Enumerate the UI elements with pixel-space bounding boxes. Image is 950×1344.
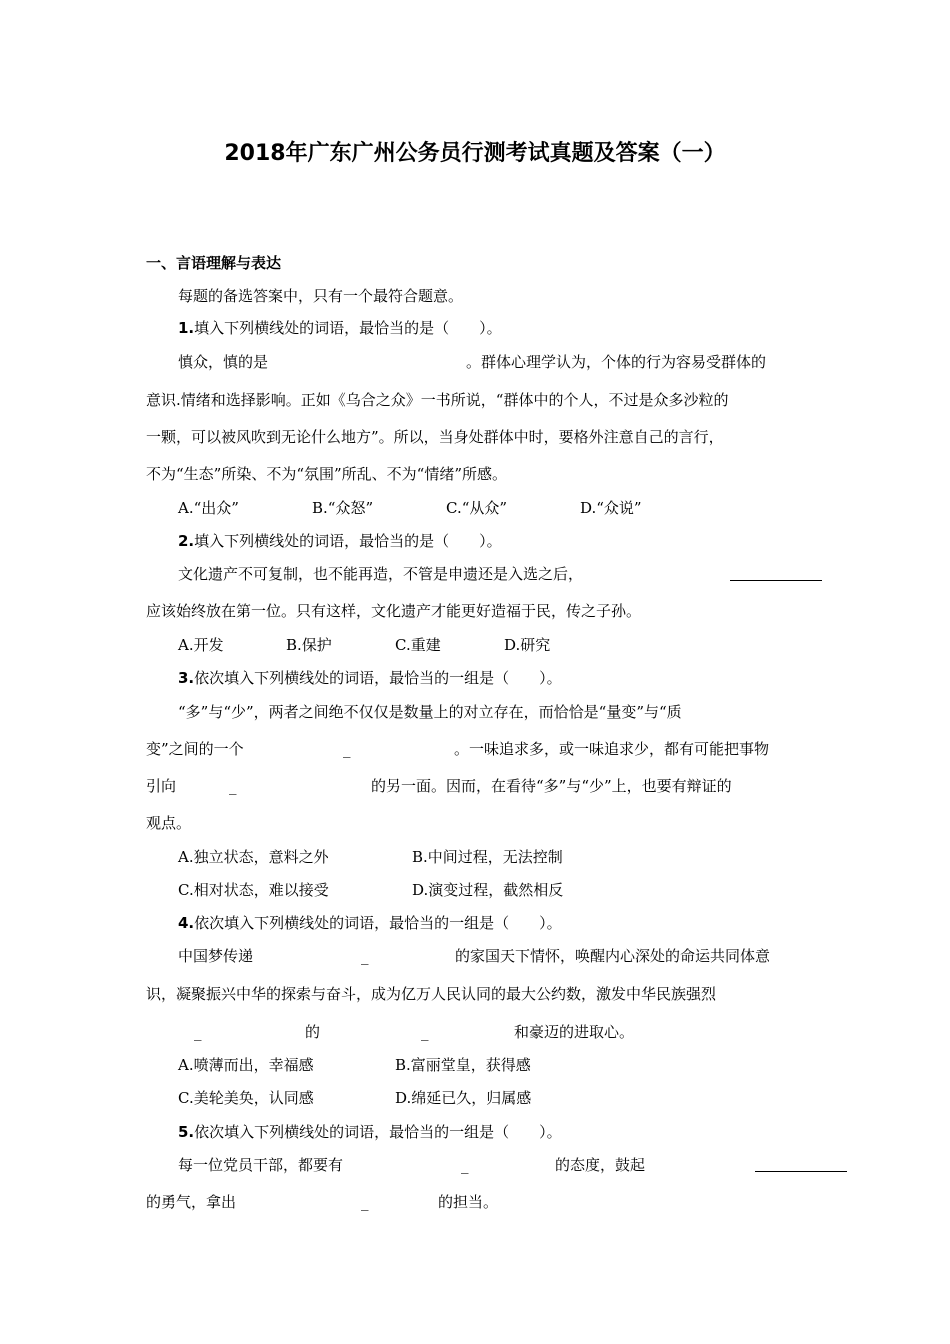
q2-option-a: A.开发 bbox=[178, 636, 224, 654]
q4-option-d: D.绵延已久，归属感 bbox=[395, 1089, 532, 1107]
question-number: 5. bbox=[178, 1123, 195, 1141]
q5-line-2a: 的勇气，拿出 bbox=[146, 1193, 237, 1211]
q3-line-2b: 。一味追求多，或一味追求少，都有可能把事物 bbox=[454, 740, 770, 758]
section-intro: 每题的备选答案中，只有一个最符合题意。 bbox=[178, 287, 464, 305]
question-1-stem bbox=[178, 318, 502, 338]
q4-blank-3: _ bbox=[421, 1023, 429, 1041]
q2-option-d: D.研究 bbox=[504, 636, 551, 654]
q3-line-3a: 引向 bbox=[146, 777, 177, 795]
q1-line-1b: 。群体心理学认为，个体的行为容易受群体的 bbox=[466, 353, 767, 371]
q4-option-b: B.富丽堂皇，获得感 bbox=[395, 1056, 531, 1074]
question-text: 依次填入下列横线处的词语，最恰当的一组是（ ）。 bbox=[194, 1123, 562, 1141]
q4-line-1b: 的家国天下情怀，唤醒内心深处的命运共同体意 bbox=[455, 947, 771, 965]
question-3-stem bbox=[178, 668, 562, 688]
q1-line-3: 一颗，可以被风吹到无论什么地方”。所以，当身处群体中时，要格外注意自己的言行， bbox=[146, 428, 724, 446]
question-2-stem bbox=[178, 531, 502, 551]
q1-line-1a: 慎众，慎的是 bbox=[178, 353, 269, 371]
q4-line-1a: 中国梦传递 bbox=[178, 947, 254, 965]
question-text: 填入下列横线处的词语，最恰当的是（ ）。 bbox=[194, 319, 502, 337]
question-text: 填入下列横线处的词语，最恰当的是（ ）。 bbox=[194, 532, 502, 550]
q2-option-c: C.重建 bbox=[395, 636, 441, 654]
q2-line-1: 文化遗产不可复制，也不能再造，不管是申遗还是入选之后， bbox=[178, 565, 584, 583]
q1-line-4: 不为“生态”所染、不为“氛围”所乱、不为“情绪”所感。 bbox=[146, 465, 508, 483]
question-5-stem bbox=[178, 1122, 562, 1142]
q5-blank-2: _ bbox=[361, 1193, 369, 1211]
q4-blank-2: _ bbox=[194, 1023, 202, 1041]
answer-blank-line bbox=[730, 580, 822, 581]
q3-blank-2: _ bbox=[229, 777, 237, 795]
q3-line-3b: 的另一面。因而，在看待“多”与“少”上，也要有辩证的 bbox=[371, 777, 732, 795]
q3-line-2a: 变”之间的一个 bbox=[146, 740, 244, 758]
question-text: 依次填入下列横线处的词语，最恰当的一组是（ ）。 bbox=[194, 669, 562, 687]
question-text: 依次填入下列横线处的词语，最恰当的一组是（ ）。 bbox=[194, 914, 562, 932]
question-number: 4. bbox=[178, 914, 195, 932]
document-title: 2018年广东广州公务员行测考试真题及答案（一） bbox=[224, 141, 726, 166]
q5-blank-1: _ bbox=[461, 1156, 469, 1174]
q5-line-1a: 每一位党员干部，都要有 bbox=[178, 1156, 344, 1174]
question-number: 1. bbox=[178, 319, 195, 337]
q1-option-a: A.“出众” bbox=[178, 499, 239, 517]
q4-line-2: 识，凝聚振兴中华的探索与奋斗，成为亿万人民认同的最大公约数，激发中华民族强烈 bbox=[146, 985, 717, 1003]
q2-option-b: B.保护 bbox=[286, 636, 332, 654]
question-4-stem bbox=[178, 913, 562, 933]
q4-line-3a: 的 bbox=[305, 1023, 321, 1041]
q1-option-d: D.“众说” bbox=[580, 499, 642, 517]
q1-line-2: 意识.情绪和选择影响。正如《乌合之众》一书所说，“群体中的个人，不过是众多沙粒的 bbox=[146, 391, 729, 409]
q3-option-a: A.独立状态，意料之外 bbox=[178, 848, 329, 866]
q3-option-d: D.演变过程，截然相反 bbox=[412, 881, 564, 899]
q3-option-b: B.中间过程，无法控制 bbox=[412, 848, 563, 866]
q4-option-c: C.美轮美奂，认同感 bbox=[178, 1089, 314, 1107]
q5-line-1b: 的态度，鼓起 bbox=[555, 1156, 646, 1174]
q4-option-a: A.喷薄而出，幸福感 bbox=[178, 1056, 314, 1074]
q1-option-c: C.“从众” bbox=[446, 499, 508, 517]
question-number: 2. bbox=[178, 532, 195, 550]
question-number: 3. bbox=[178, 669, 195, 687]
answer-blank-line bbox=[755, 1171, 847, 1172]
q3-blank-1: _ bbox=[343, 740, 351, 758]
q3-line-1: “多”与“少”，两者之间绝不仅仅是数量上的对立存在，而恰恰是“量变”与“质 bbox=[178, 703, 682, 721]
q5-line-2b: 的担当。 bbox=[438, 1193, 499, 1211]
q2-line-2: 应该始终放在第一位。只有这样，文化遗产才能更好造福于民，传之子孙。 bbox=[146, 602, 642, 620]
q1-option-b: B.“众怒” bbox=[312, 499, 374, 517]
section-heading: 一、言语理解与表达 bbox=[146, 254, 282, 272]
q3-option-c: C.相对状态，难以接受 bbox=[178, 881, 329, 899]
q4-line-3b: 和豪迈的进取心。 bbox=[514, 1023, 635, 1041]
q3-line-4: 观点。 bbox=[146, 814, 192, 832]
q4-blank-1: _ bbox=[361, 947, 369, 965]
